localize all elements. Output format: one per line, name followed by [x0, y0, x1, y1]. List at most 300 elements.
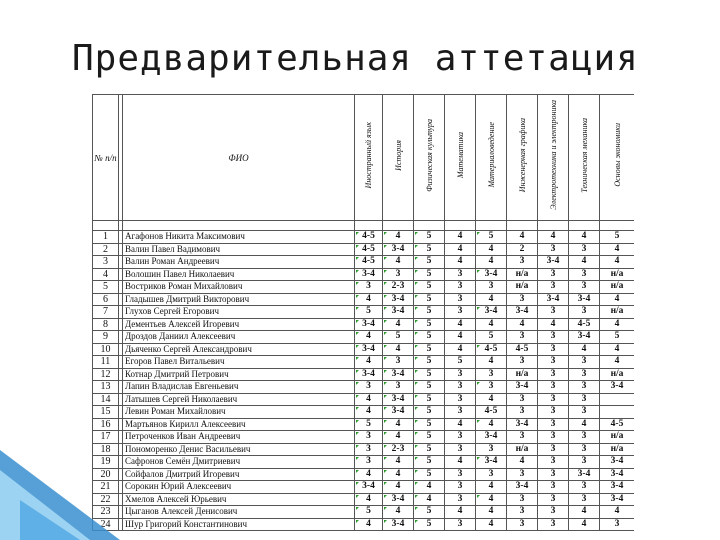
grade-cell	[476, 381, 507, 394]
comment-marker-icon	[415, 470, 418, 473]
grade-cell	[445, 418, 476, 431]
grade-cell	[538, 506, 569, 519]
table-row	[93, 268, 635, 281]
table-row	[93, 393, 635, 406]
grade-value: 4	[614, 293, 620, 304]
grade-value: 3-4	[362, 318, 375, 329]
grade-value: 3-4	[515, 418, 529, 429]
grade-cell	[383, 231, 414, 244]
grade-cell	[600, 493, 635, 506]
grade-cell	[476, 243, 507, 256]
grade-value: 4	[488, 318, 494, 329]
comment-marker-icon	[415, 307, 418, 310]
grade-cell	[507, 256, 538, 269]
grade-value: 5	[395, 331, 401, 342]
grade-value: 3	[457, 393, 463, 404]
grade-cell	[383, 281, 414, 294]
comment-marker-icon	[384, 307, 387, 310]
grade-value: 5	[426, 406, 432, 417]
comment-marker-icon	[477, 270, 480, 273]
grade-cell	[538, 318, 569, 331]
grade-cell	[569, 418, 600, 431]
grade-cell	[414, 318, 445, 331]
grade-value: 5	[614, 331, 620, 342]
comment-marker-icon	[384, 270, 387, 273]
grade-value: 3	[488, 468, 494, 479]
grade-cell	[445, 381, 476, 394]
comment-marker-icon	[384, 320, 387, 323]
comment-marker-icon	[384, 232, 387, 235]
grade-value: 5	[426, 381, 432, 392]
comment-marker-icon	[477, 457, 480, 460]
grade-value: 4	[457, 231, 463, 242]
table-row	[93, 343, 635, 356]
grade-value: 4	[488, 393, 494, 404]
grade-value: 4	[395, 256, 401, 267]
grade-cell	[538, 231, 569, 244]
table-row	[93, 493, 635, 506]
grade-cell	[476, 468, 507, 481]
table-row	[93, 418, 635, 431]
grade-value: 4	[457, 243, 463, 254]
grade-cell	[445, 293, 476, 306]
grade-cell	[507, 506, 538, 519]
table-row	[93, 468, 635, 481]
grade-cell	[507, 406, 538, 419]
comment-marker-icon	[415, 420, 418, 423]
comment-marker-icon	[356, 470, 359, 473]
comment-marker-icon	[356, 457, 359, 460]
grade-value: 4	[395, 418, 401, 429]
grade-value: 4	[366, 293, 371, 304]
grade-value: 5	[426, 281, 432, 292]
grade-cell	[414, 431, 445, 444]
grade-cell	[507, 368, 538, 381]
grade-value: 3-4	[362, 368, 375, 379]
grade-value: 3	[366, 281, 371, 292]
grade-value: 3	[581, 306, 587, 317]
grade-value: 4	[395, 456, 401, 467]
comment-marker-icon	[415, 495, 418, 498]
row-number: 5	[93, 281, 119, 294]
grade-value: 4	[457, 456, 463, 467]
grade-cell	[476, 506, 507, 519]
grade-value: 4	[581, 418, 587, 429]
grade-cell	[445, 518, 476, 531]
student-name: Хмелов Алексей Юрьевич	[123, 493, 355, 506]
grade-cell	[507, 493, 538, 506]
grade-cell	[538, 331, 569, 344]
comment-marker-icon	[356, 270, 359, 273]
student-name: Левин Роман Михайлович	[123, 406, 355, 419]
grade-cell	[355, 431, 383, 444]
student-name: Латышев Сергей Николаевич	[123, 393, 355, 406]
grade-value: 3-4	[546, 256, 560, 267]
grade-value: 5	[488, 331, 494, 342]
grade-value: 3	[581, 481, 587, 492]
grade-value: 3	[457, 406, 463, 417]
grade-value: 4-5	[577, 318, 591, 329]
comment-marker-icon	[384, 345, 387, 348]
grade-cell	[476, 393, 507, 406]
grade-cell	[414, 268, 445, 281]
comment-marker-icon	[356, 345, 359, 348]
grade-cell	[445, 468, 476, 481]
grade-cell	[569, 506, 600, 519]
grade-value: 3	[519, 493, 525, 504]
student-name: Востриков Роман Михайлович	[123, 281, 355, 294]
comment-marker-icon	[356, 507, 359, 510]
comment-marker-icon	[356, 357, 359, 360]
comment-marker-icon	[384, 507, 387, 510]
comment-marker-icon	[384, 395, 387, 398]
grade-value: 3	[550, 518, 556, 529]
grade-value: 2	[519, 243, 525, 254]
grade-value: 4	[550, 318, 556, 329]
table-row	[93, 406, 635, 419]
grade-cell	[414, 231, 445, 244]
grade-value: 5	[426, 431, 432, 442]
row-number: 14	[93, 393, 119, 406]
comment-marker-icon	[415, 357, 418, 360]
grade-value: 3	[550, 356, 556, 367]
grade-value: 3	[488, 381, 494, 392]
grade-value: 4-5	[484, 343, 498, 354]
grade-value: 4	[581, 231, 587, 242]
attestation-table	[92, 94, 634, 531]
grade-value: 3	[457, 293, 463, 304]
comment-marker-icon	[415, 232, 418, 235]
grade-cell	[600, 506, 635, 519]
grade-value: 3	[488, 281, 494, 292]
grade-cell	[383, 356, 414, 369]
grade-value: 4	[614, 356, 620, 367]
grade-cell	[355, 381, 383, 394]
grade-cell	[600, 468, 635, 481]
grade-value: 4	[395, 318, 401, 329]
grade-value: 3	[366, 431, 371, 442]
grade-value: 4	[426, 493, 432, 504]
comment-marker-icon	[384, 332, 387, 335]
grade-cell	[445, 231, 476, 244]
grade-value: 4	[395, 231, 401, 242]
grade-value: 3-4	[391, 293, 405, 304]
table-row	[93, 431, 635, 444]
student-name: Сафронов Семён Дмитриевич	[123, 456, 355, 469]
row-number: 8	[93, 318, 119, 331]
grade-cell	[569, 331, 600, 344]
grade-value: 5	[426, 393, 432, 404]
grade-value: 4	[395, 506, 401, 517]
grade-value: 4-5	[362, 256, 375, 267]
grade-cell	[569, 281, 600, 294]
grade-value: 4-5	[610, 418, 624, 429]
comment-marker-icon	[356, 432, 359, 435]
comment-marker-icon	[356, 420, 359, 423]
grade-cell	[507, 418, 538, 431]
grade-cell	[383, 318, 414, 331]
grade-cell	[383, 506, 414, 519]
grade-value: 5	[426, 343, 432, 354]
grade-cell	[445, 343, 476, 356]
grade-value: 3-4	[362, 481, 375, 492]
grade-cell	[600, 231, 635, 244]
grade-cell	[476, 231, 507, 244]
comment-marker-icon	[384, 407, 387, 410]
comment-marker-icon	[356, 395, 359, 398]
grade-cell	[355, 418, 383, 431]
comment-marker-icon	[356, 370, 359, 373]
grade-value: 3-4	[362, 268, 375, 279]
comment-marker-icon	[356, 282, 359, 285]
grade-cell	[355, 456, 383, 469]
row-number: 3	[93, 256, 119, 269]
grade-cell	[476, 443, 507, 456]
grade-cell	[476, 256, 507, 269]
comment-marker-icon	[384, 382, 387, 385]
grade-cell	[383, 431, 414, 444]
grade-value: 3-4	[577, 293, 591, 304]
grade-value: 4-5	[515, 343, 529, 354]
grade-cell	[600, 318, 635, 331]
grade-cell	[383, 243, 414, 256]
grade-value: 4	[488, 481, 494, 492]
grade-cell	[476, 431, 507, 444]
grade-value: 5	[426, 331, 432, 342]
column-header-subject: Электротехника и электроника	[538, 95, 569, 221]
grade-value: 4	[395, 431, 401, 442]
grade-cell	[569, 518, 600, 531]
grade-cell	[600, 518, 635, 531]
grade-value: 3	[519, 356, 525, 367]
grade-cell	[355, 293, 383, 306]
grade-value: 3-4	[484, 268, 498, 279]
grade-cell	[600, 343, 635, 356]
row-number: 24	[93, 518, 119, 531]
grade-value: 4	[366, 468, 371, 479]
grade-value: 4	[581, 256, 587, 267]
grade-cell	[355, 343, 383, 356]
table-row	[93, 381, 635, 394]
column-header-name: ФИО	[123, 95, 355, 221]
table-row	[93, 318, 635, 331]
grade-cell	[600, 331, 635, 344]
grade-cell	[445, 406, 476, 419]
comment-marker-icon	[415, 507, 418, 510]
grade-cell	[355, 256, 383, 269]
grade-cell	[569, 368, 600, 381]
grade-cell	[476, 456, 507, 469]
spacer-row	[93, 221, 635, 231]
grade-value: 3-4	[484, 456, 498, 467]
student-name: Петроченков Иван Андреевич	[123, 431, 355, 444]
grade-value: 4	[457, 331, 463, 342]
grade-value: 3	[550, 306, 556, 317]
grade-cell	[445, 318, 476, 331]
grade-cell	[569, 268, 600, 281]
grade-cell	[538, 393, 569, 406]
grade-value: 5	[426, 306, 432, 317]
grade-cell	[445, 368, 476, 381]
comment-marker-icon	[356, 295, 359, 298]
comment-marker-icon	[384, 282, 387, 285]
comment-marker-icon	[384, 295, 387, 298]
table-row	[93, 368, 635, 381]
grade-value: 4-5	[362, 243, 375, 254]
grade-cell	[414, 393, 445, 406]
grade-value: 3	[366, 456, 371, 467]
grade-value: 4	[366, 331, 371, 342]
comment-marker-icon	[356, 482, 359, 485]
grade-cell	[600, 243, 635, 256]
grade-value: 5	[426, 231, 432, 242]
grade-value: 3-4	[391, 493, 405, 504]
grade-value: 3-4	[362, 343, 375, 354]
row-number: 20	[93, 468, 119, 481]
table-row	[93, 506, 635, 519]
comment-marker-icon	[356, 320, 359, 323]
grade-value: 5	[366, 506, 371, 517]
grade-value: 3	[488, 443, 494, 454]
comment-marker-icon	[415, 457, 418, 460]
grade-value: 4	[614, 343, 620, 354]
grade-cell	[600, 356, 635, 369]
grade-cell	[383, 381, 414, 394]
grade-cell	[414, 256, 445, 269]
student-name: Сорокин Юрий Алексеевич	[123, 481, 355, 494]
grade-cell	[569, 393, 600, 406]
grade-cell	[383, 443, 414, 456]
comment-marker-icon	[384, 457, 387, 460]
grade-value: 3-4	[391, 368, 405, 379]
grade-value: 4	[614, 256, 620, 267]
grade-value: 5	[426, 356, 432, 367]
grade-value: 2-3	[391, 281, 405, 292]
grade-cell	[414, 406, 445, 419]
grade-value: 3-4	[577, 468, 591, 479]
grade-value: 3	[519, 256, 525, 267]
student-name: Сойфалов Дмитрий Игоревич	[123, 468, 355, 481]
grade-cell	[414, 343, 445, 356]
table-header-row	[93, 95, 635, 221]
grade-cell	[414, 356, 445, 369]
grade-cell	[476, 293, 507, 306]
decorative-corner-shape	[20, 500, 80, 540]
column-header-subject: Математика	[445, 95, 476, 221]
grade-value: 4	[519, 231, 525, 242]
grade-cell	[383, 418, 414, 431]
grade-value: 5	[426, 256, 432, 267]
grade-cell	[538, 268, 569, 281]
row-number: 11	[93, 356, 119, 369]
grade-cell	[445, 243, 476, 256]
grade-cell	[355, 318, 383, 331]
grade-value: 3	[550, 368, 556, 379]
comment-marker-icon	[356, 407, 359, 410]
grade-value: 3	[550, 456, 556, 467]
grade-cell	[445, 356, 476, 369]
grade-value: н/а	[610, 368, 624, 379]
grade-cell	[476, 356, 507, 369]
grade-cell	[569, 231, 600, 244]
grade-value: 5	[366, 418, 371, 429]
grade-value: 3	[581, 406, 587, 417]
grade-cell	[476, 368, 507, 381]
grade-value: 5	[426, 443, 432, 454]
grade-value: 3	[519, 393, 525, 404]
grade-value: 3	[395, 356, 401, 367]
comment-marker-icon	[415, 520, 418, 523]
grade-value: 3	[581, 281, 587, 292]
table-row	[93, 293, 635, 306]
grade-value: 3-4	[610, 493, 624, 504]
grade-cell	[600, 281, 635, 294]
grade-cell	[414, 468, 445, 481]
grade-cell	[507, 393, 538, 406]
grade-cell	[355, 268, 383, 281]
grade-value: 4-5	[362, 231, 375, 242]
grade-cell	[445, 256, 476, 269]
column-header-subject: Иностранный язык	[355, 95, 383, 221]
grade-value: 4	[614, 318, 620, 329]
grade-cell	[414, 306, 445, 319]
comment-marker-icon	[415, 320, 418, 323]
grade-value: 3	[457, 468, 463, 479]
grade-value: 5	[426, 243, 432, 254]
grade-cell	[600, 481, 635, 494]
comment-marker-icon	[415, 370, 418, 373]
grade-value: 3	[366, 443, 371, 454]
comment-marker-icon	[384, 370, 387, 373]
grade-value: 4	[519, 318, 525, 329]
student-name: Шур Григорий Константинович	[123, 518, 355, 531]
grade-cell	[476, 493, 507, 506]
grade-cell	[507, 443, 538, 456]
grade-cell	[355, 406, 383, 419]
comment-marker-icon	[477, 307, 480, 310]
grade-value: 3-4	[515, 381, 529, 392]
comment-marker-icon	[384, 257, 387, 260]
grade-value: 4	[457, 343, 463, 354]
grade-value: 3	[519, 406, 525, 417]
grade-cell	[538, 256, 569, 269]
grade-value: 4	[581, 343, 587, 354]
comment-marker-icon	[477, 495, 480, 498]
grade-value: 4-5	[484, 406, 498, 417]
grade-cell	[507, 243, 538, 256]
grade-value: 4	[457, 418, 463, 429]
grade-cell	[355, 481, 383, 494]
grade-cell	[569, 456, 600, 469]
grade-cell	[414, 456, 445, 469]
grade-cell	[445, 443, 476, 456]
grade-value: 3	[519, 518, 525, 529]
student-name: Дроздов Даниил Алексеевич	[123, 331, 355, 344]
grade-cell	[476, 406, 507, 419]
row-number: 2	[93, 243, 119, 256]
grade-value: 4	[550, 231, 556, 242]
grade-cell	[538, 493, 569, 506]
grade-value: 3	[519, 506, 525, 517]
grade-value: н/а	[515, 268, 529, 279]
student-name: Валин Роман Андреевич	[123, 256, 355, 269]
grade-value: 4	[395, 468, 401, 479]
grade-value: н/а	[610, 268, 624, 279]
grade-value: 3	[519, 331, 525, 342]
grade-value: 3	[581, 356, 587, 367]
row-number: 16	[93, 418, 119, 431]
grade-cell	[414, 293, 445, 306]
